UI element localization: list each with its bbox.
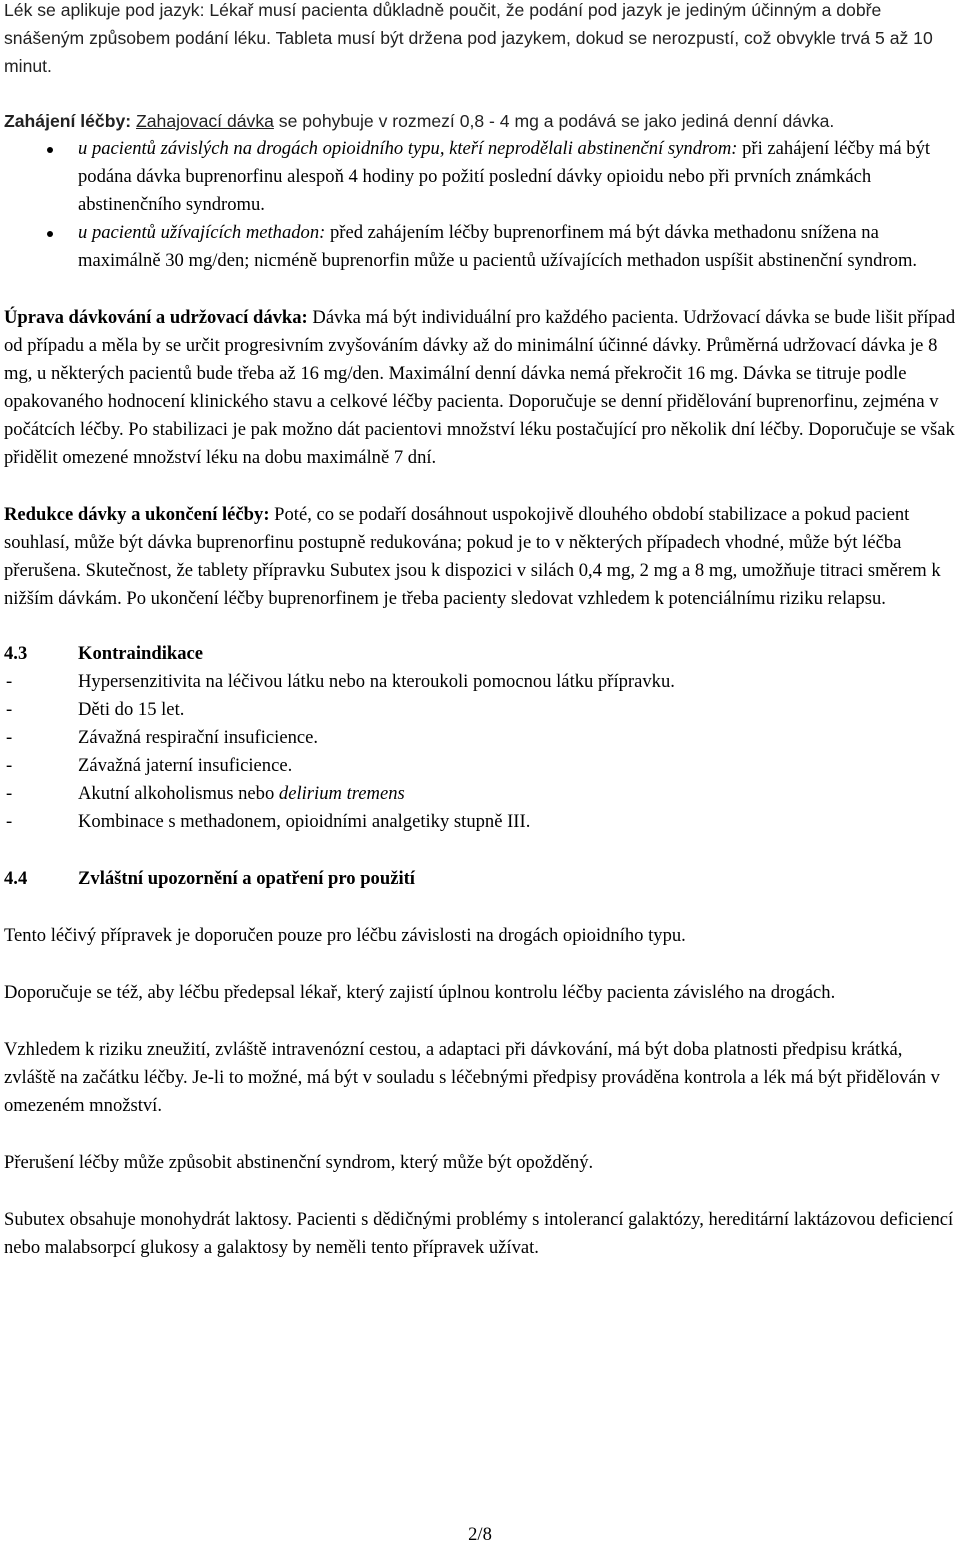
treatment-start-text: se pohybuje v rozmezí 0,8 - 4 mg a podává se jako jediná denní dávka.	[273, 111, 835, 131]
contraindication-list	[4, 668, 956, 836]
list-item	[4, 752, 956, 780]
list-item-text: Kombinace s methadonem, opioidními analgetiky stupně III.	[78, 811, 531, 832]
treatment-start-paragraph	[4, 107, 956, 135]
dose-adjustment-text: Dávka má být individuální pro každého pacienta. Udržovací dávka se bude lišit případ od případu a měla by se určit progresivním zvyšováním dávky až do minimální účinné dávky. Průměrná udržovací dávka je 8 mg, u některých pacientů bude třeba až 16 mg/den. Maximální denní dávka nemá překročit 16 mg. Dávka se titruje podle opakovaného hodnocení klinického stavu a celkové léčby pacienta. Doporučuje se denní přidělování buprenorfinu, zejména v počátcích léčby. Po stabilizaci je pak možno dát pacientovi množství léku postačující pro několik dní léčby. Doporučuje se však přidělit omezené množství léku na dobu maximálně 7 dní.	[4, 307, 956, 468]
sublingual-paragraph: Lék se aplikuje pod jazyk: Lékař musí pacienta důkladně poučit, že podání pod jazyk je jediným účinným a dobře snášeným způsobem podání léku. Tableta musí být držena pod jazykem, dokud se nerozpustí, což obvykle trvá 5 až 10 minut.	[4, 0, 933, 76]
treatment-start-label: Zahájení léčby:	[4, 111, 132, 131]
body-paragraph: Subutex obsahuje monohydrát laktosy. Pacienti s dědičnými problémy s intolerancí galaktózy, hereditární laktázovou deficiencí nebo malabsorpcí glukosy a galaktosy by neměli tento přípravek užívat.	[4, 1209, 954, 1258]
section-number: 4.4	[4, 868, 28, 889]
dose-adjustment-label: Úprava dávkování a udržovací dávka:	[4, 307, 308, 328]
list-item-text: Hypersenzitivita na léčivou látku nebo na kteroukoli pomocnou látku přípravku.	[78, 671, 675, 692]
body-paragraph: Tento léčivý přípravek je doporučen pouze pro léčbu závislosti na drogách opioidního typu.	[4, 925, 686, 946]
list-item	[4, 668, 956, 696]
dose-reduction-text: Poté, co se podaří dosáhnout uspokojivě dlouhého období stabilizace a pokud pacient souhlasí, může být dávka buprenorfinu postupně redukována; pokud je to v některých případech vhodné, může být léčba přerušena. Skutečnost, že tablety přípravku Subutex jsou k dispozici v silách 0,4 mg, 2 mg a 8 mg, umožňuje titraci směrem k nižším dávkám. Po ukončení léčby buprenorfinem je třeba pacienty sledovat vzhledem k potenciálnímu riziku relapsu.	[4, 504, 941, 609]
list-item-text: Závažná respirační insuficience.	[78, 727, 319, 748]
list-item-lead: u pacientů závislých na drogách opioidního typu, kteří neprodělali abstinenční syndrom:	[78, 138, 738, 159]
list-item-text: při zahájení léčby má být podána dávka buprenorfinu alespoň 4 hodiny po požití poslední dávky opioidu nebo při prvních známkách abstinenčního syndromu.	[78, 138, 931, 215]
dash-marker: -	[6, 727, 13, 748]
section-heading-4-3	[4, 640, 956, 668]
dose-reduction-label: Redukce dávky a ukončení léčby:	[4, 504, 270, 525]
document-page	[4, 0, 956, 1262]
list-item-text: před zahájením léčby buprenorfinem má být dávka methadonu snížena na maximálně 30 mg/den; nicméně buprenorfin může u pacientů užívajících methadon uspíšit abstinenční syndrom.	[78, 222, 918, 271]
list-item-text: Akutní alkoholismus nebo	[78, 783, 279, 804]
list-item	[4, 808, 956, 836]
list-item-text: Závažná jaterní insuficience.	[78, 755, 293, 776]
list-item	[4, 696, 956, 724]
section-number: 4.3	[4, 643, 28, 664]
dose-adjustment-paragraph	[4, 304, 956, 472]
section-title: Zvláštní upozornění a opatření pro použití	[78, 868, 415, 889]
dash-marker: -	[6, 755, 13, 776]
list-item	[4, 219, 956, 275]
list-item	[4, 135, 956, 219]
body-paragraph: Doporučuje se též, aby léčbu předepsal lékař, který zajistí úplnou kontrolu léčby pacienta závislého na drogách.	[4, 982, 836, 1003]
page-number: 2/8	[468, 1524, 492, 1545]
dose-reduction-paragraph	[4, 501, 956, 613]
list-item	[4, 724, 956, 752]
body-paragraph: Přerušení léčby může způsobit abstinenční syndrom, který může být opožděný.	[4, 1152, 594, 1173]
dash-marker: -	[6, 699, 13, 720]
starting-dose-term: Zahajovací dávka	[136, 111, 274, 131]
list-item	[4, 780, 956, 808]
section-heading-4-4	[4, 865, 956, 893]
body-paragraph: Vzhledem k riziku zneužití, zvláště intravenózní cestou, a adaptaci při dávkování, má být doba platnosti předpisu krátká, zvláště na začátku léčby. Je-li to možné, má být v souladu s léčebnými předpisy prováděna kontrola a lék má být přidělován v omezeném množství.	[4, 1039, 940, 1116]
patient-group-list	[4, 135, 956, 275]
dash-marker: -	[6, 783, 13, 804]
list-item-lead: u pacientů užívajících methadon:	[78, 222, 326, 243]
dash-marker: -	[6, 811, 13, 832]
dash-marker: -	[6, 671, 13, 692]
section-title: Kontraindikace	[78, 643, 203, 664]
list-item-italic: delirium tremens	[278, 783, 405, 804]
list-item-text: Děti do 15 let.	[78, 699, 185, 720]
